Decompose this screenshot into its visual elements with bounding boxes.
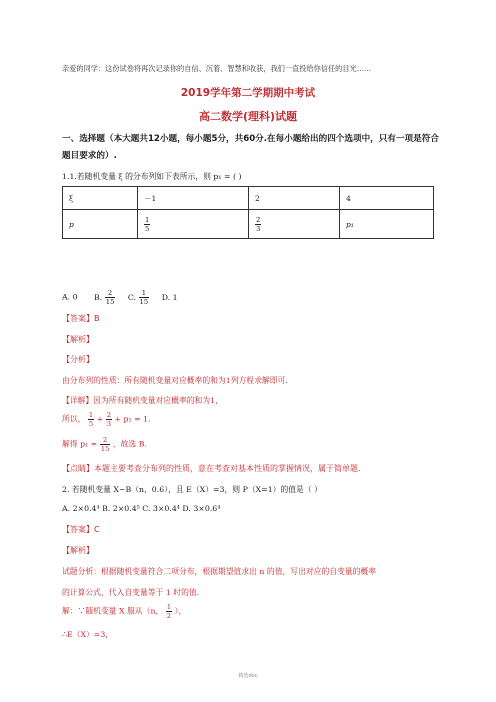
distribution-table: [62, 186, 434, 239]
fraction: $\frac{2}{15}$: [100, 436, 110, 453]
detail-text: 【详解】因为所有随机变量对应概率的和为1，: [62, 396, 223, 405]
analysis-line-2: 的计算公式，代入自变量等于 1 时的值.: [62, 588, 200, 597]
fraction: $\frac{2}{3}$: [256, 215, 261, 233]
answer-tag: 【答案】B: [62, 314, 100, 323]
equation-line: 所以， $\frac{1}{5}$ + $\frac{2}{3}$ + p₁ = 1.: [62, 411, 151, 428]
question-1-options: A. 0 B. $\frac{2}{15}$ C. $\frac{1}{15}$ D. 1: [62, 289, 178, 306]
question-2-stem: 2. 若随机变量 X~B（n，0.6），且 E（X）=3，则 P（X=1）的值是（ ）: [62, 485, 322, 494]
expectation-line: ∴E（X）=3，: [62, 630, 114, 639]
table-cell: p: [63, 210, 138, 239]
analysis-sub-tag: 【分析】: [62, 355, 94, 364]
fraction: $\frac{1}{2}$: [166, 603, 172, 620]
table-cell: ξ: [63, 187, 138, 210]
analysis-tag: 【解析】: [62, 546, 94, 555]
comment-text: 【点睛】本题主要考查分布列的性质，意在考查对基本性质的掌握情况，属于简单题.: [62, 464, 361, 473]
fraction: $\frac{2}{3}$: [106, 411, 112, 428]
question-1-stem: 1.1.若随机变量 ξ 的分布列如下表所示，则 p₁ = ( ): [62, 172, 242, 181]
table-cell: [249, 210, 340, 239]
footer-text: 精选doc: [238, 673, 258, 679]
section-heading: 一、选择题（本大题共12小题，每小题5分，共60分.在每小题给出的四个选项中，只有一项是符合题目要求的）.: [62, 134, 439, 161]
table-cell: p₁: [340, 210, 434, 239]
table-row: [63, 187, 434, 210]
exam-title: 2019学年第二学期期中考试: [180, 87, 316, 99]
table-cell: 4: [340, 187, 434, 210]
analysis-tag: 【解析】: [62, 335, 94, 344]
question-2-options: A. 2×0.4⁴ B. 2×0.4⁵ C. 3×0.4⁴ D. 3×0.6⁴: [62, 504, 221, 513]
fraction: $\frac{1}{5}$: [88, 411, 94, 428]
fraction: $\frac{1}{15}$: [139, 289, 149, 306]
solution-line: 解：∵随机变量 X 服从（n， $\frac{1}{2}$ ），: [62, 603, 187, 620]
fraction: $\frac{2}{15}$: [105, 289, 115, 306]
solution-line: 解得 p₁ = $\frac{2}{15}$ ，故选 B.: [62, 436, 147, 453]
table-row: [63, 210, 434, 239]
answer-tag: 【答案】C: [62, 525, 100, 534]
analysis-line-1: 试题分析：根据随机变量符合二项分布，根据期望值求出 n 的值，写出对应的自变量的概率: [62, 567, 377, 576]
intro-text: 亲爱的同学：这份试卷将再次记录你的自信、沉着、智慧和收获，我们一直投给你信任的目光……: [62, 64, 372, 73]
table-cell: －1: [138, 187, 249, 210]
exam-subtitle: 高二数学(理科)试题: [198, 110, 298, 123]
table-cell: [138, 210, 249, 239]
analysis-text: 由分布列的性质：所有随机变量对应概率的和为1列方程求解即可.: [62, 376, 288, 385]
table-cell: 2: [249, 187, 340, 210]
fraction: $\frac{1}{5}$: [145, 215, 150, 233]
